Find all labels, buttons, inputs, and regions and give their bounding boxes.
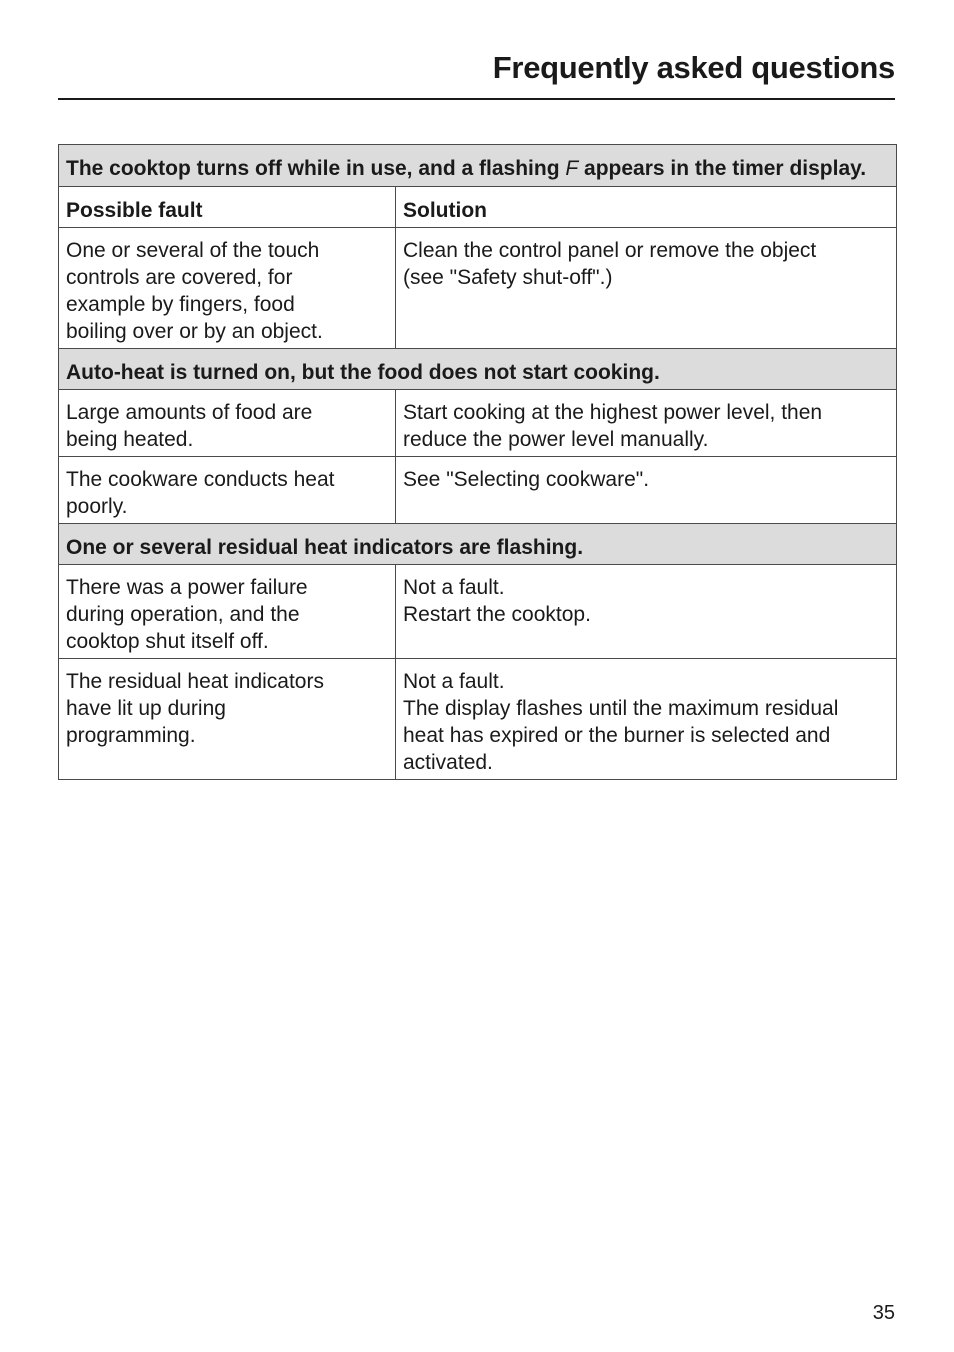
flashing-f-symbol: F (565, 157, 579, 180)
section-heading (59, 145, 897, 187)
column-header-fault: Possible fault (59, 187, 396, 228)
table-row (59, 390, 897, 457)
fault-cell: The cookware conducts heat poorly. (59, 457, 396, 524)
section-heading-text: The cooktop turns off while in use, and a flashing (66, 157, 560, 180)
solution-cell: See "Selecting cookware". (396, 457, 897, 524)
table-row (59, 565, 897, 659)
fault-cell: Large amounts of food are being heated. (59, 390, 396, 457)
fault-cell: There was a power failure during operation, and the cooktop shut itself off. (59, 565, 396, 659)
table-row (59, 659, 897, 780)
title-divider (58, 98, 895, 100)
section-heading-row (59, 349, 897, 390)
fault-cell: One or several of the touch controls are covered, for example by fingers, food boiling over or by an object. (59, 228, 396, 349)
section-heading: Auto-heat is turned on, but the food does not start cooking. (59, 349, 897, 390)
section-heading-row (59, 524, 897, 565)
section-heading-text: appears in the timer display. (584, 157, 867, 180)
faq-table (58, 144, 897, 780)
section-heading: One or several residual heat indicators are flashing. (59, 524, 897, 565)
solution-cell: Start cooking at the highest power level, then reduce the power level manually. (396, 390, 897, 457)
table-row (59, 457, 897, 524)
page-title: Frequently asked questions (492, 50, 895, 85)
column-header-row (59, 187, 897, 228)
solution-cell: Not a fault. Restart the cooktop. (396, 565, 897, 659)
column-header-solution: Solution (396, 187, 897, 228)
table-row (59, 228, 897, 349)
fault-cell: The residual heat indicators have lit up during programming. (59, 659, 396, 780)
solution-cell: Clean the control panel or remove the object (see "Safety shut-off".) (396, 228, 897, 349)
page-number: 35 (872, 1302, 895, 1324)
section-heading-row (59, 145, 897, 187)
solution-cell: Not a fault. The display flashes until the maximum residual heat has expired or the burner is selected and activated. (396, 659, 897, 780)
